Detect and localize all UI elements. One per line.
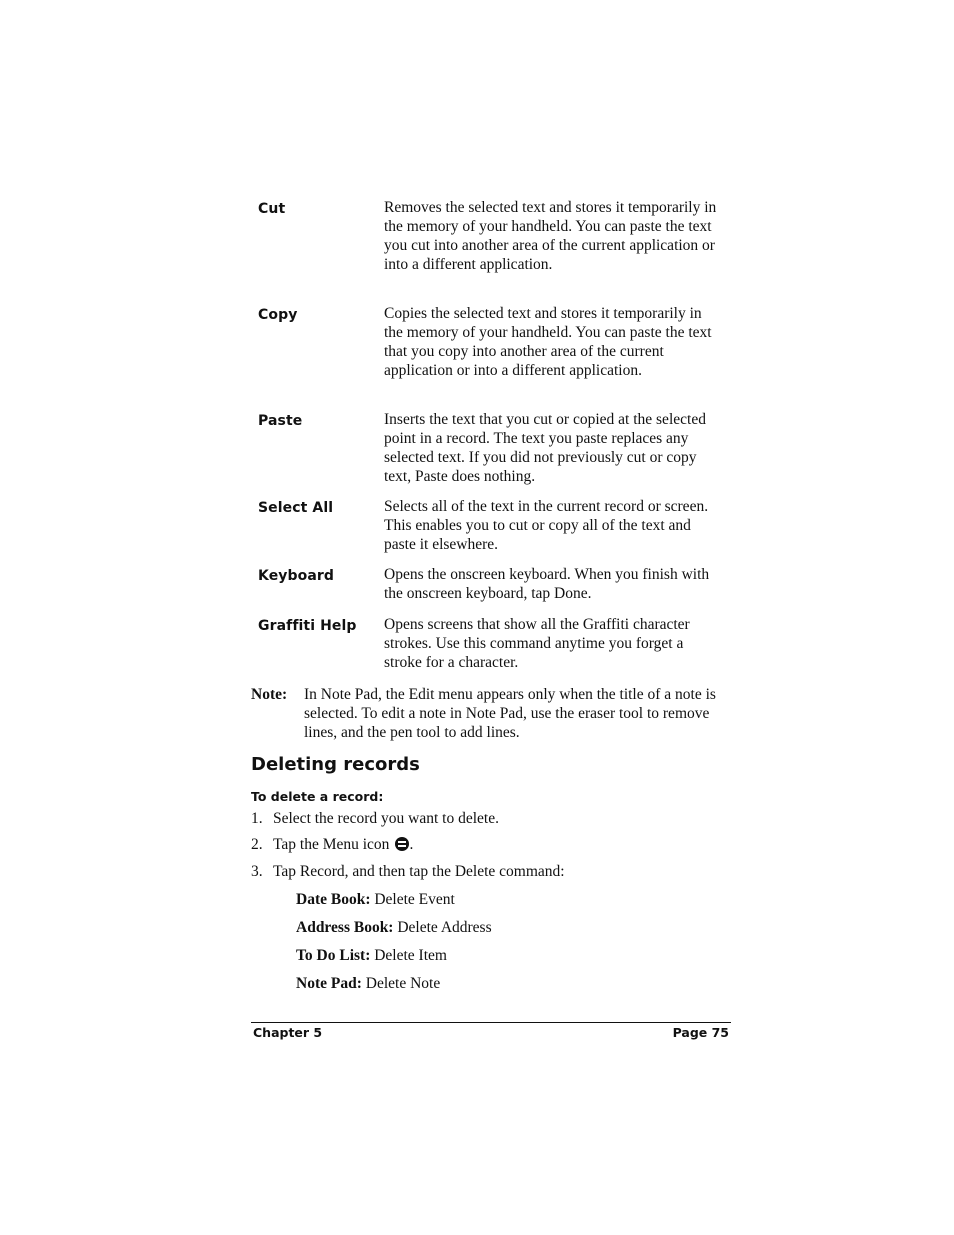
footer-page-number: Page 75	[672, 1025, 729, 1040]
app-name: Note Pad:	[296, 975, 362, 992]
command-description: Copies the selected text and stores it temporarily in the memory of your handheld. You can paste the text that you copy into another area of the current application or into a different application.	[384, 305, 712, 379]
app-name: Address Book:	[296, 919, 394, 936]
step-number: 3.	[251, 863, 263, 880]
step-number: 2.	[251, 836, 263, 853]
delete-command-address-book	[296, 918, 492, 937]
command-term: Keyboard	[258, 568, 335, 584]
command-description: Inserts the text that you cut or copied at the selected point in a record. The text you paste replaces any selected text. If you did not previously cut or copy text, Paste does nothing.	[384, 411, 706, 485]
command-name: Delete Item	[374, 947, 447, 964]
command-term: Graffiti Help	[258, 618, 357, 634]
section-heading: Deleting records	[251, 754, 420, 775]
procedure-subheading: To delete a record:	[251, 789, 384, 804]
step-text: Select the record you want to delete.	[273, 810, 499, 827]
step-suffix: .	[409, 836, 414, 853]
step-text: Tap the Menu icon	[273, 836, 390, 853]
step-text: Tap Record, and then tap the Delete command:	[273, 863, 565, 880]
command-description: Opens screens that show all the Graffiti character strokes. Use this command anytime you forget a stroke for a character.	[384, 616, 690, 671]
command-name: Delete Address	[397, 919, 492, 936]
step-text-wrap	[273, 835, 413, 854]
delete-command-to-do-list	[296, 946, 447, 965]
command-description: Selects all of the text in the current record or screen. This enables you to cut or copy all of the text and paste it elsewhere.	[384, 498, 709, 553]
app-name: Date Book:	[296, 891, 371, 908]
command-name: Delete Note	[365, 975, 441, 992]
command-term: Cut	[258, 201, 286, 217]
delete-command-date-book	[296, 890, 455, 909]
command-description: Opens the onscreen keyboard. When you finish with the onscreen keyboard, tap Done.	[384, 566, 710, 602]
note-text: In Note Pad, the Edit menu appears only when the title of a note is selected. To edit a note in Note Pad, use the eraser tool to remove lines, and the pen tool to add lines.	[304, 686, 716, 741]
command-term: Paste	[258, 413, 303, 429]
command-description: Removes the selected text and stores it temporarily in the memory of your handheld. You can paste the text you cut into another area of the current application or into a different application.	[384, 199, 717, 273]
footer-divider	[251, 1022, 731, 1023]
command-term: Select All	[258, 500, 334, 516]
note-label: Note:	[251, 686, 288, 703]
app-name: To Do List:	[296, 947, 371, 964]
command-name: Delete Event	[374, 891, 455, 908]
command-term: Copy	[258, 307, 298, 323]
menu-icon	[395, 837, 409, 851]
delete-command-note-pad	[296, 974, 440, 993]
step-number: 1.	[251, 810, 263, 827]
footer-chapter: Chapter 5	[253, 1025, 323, 1040]
